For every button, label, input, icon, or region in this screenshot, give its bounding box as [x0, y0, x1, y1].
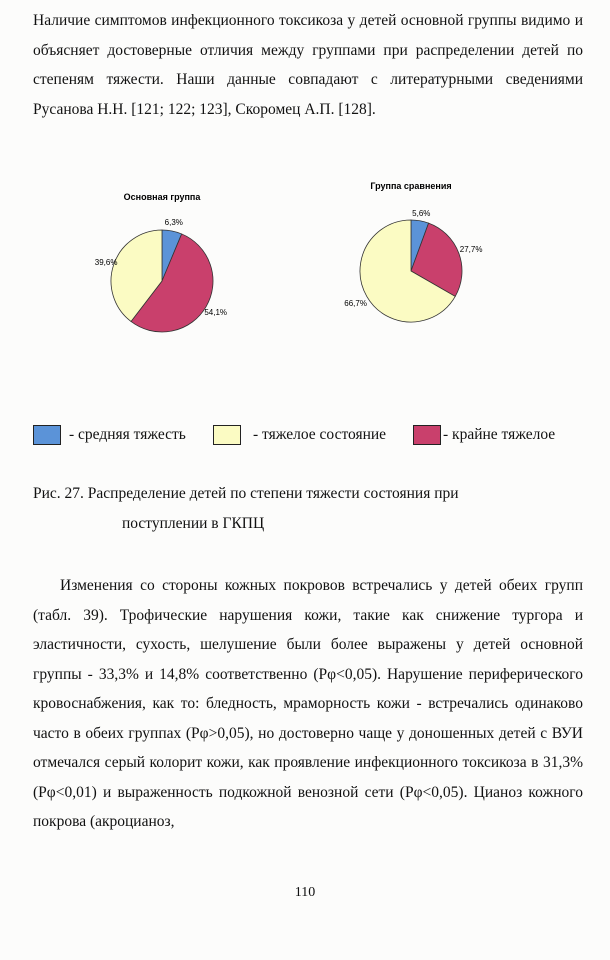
pie-label-severe: 39,6% — [94, 258, 118, 268]
pie-main-group — [95, 218, 227, 332]
chart-title-main-group: Основная группа — [123, 192, 201, 202]
legend-swatch-extremely-severe — [413, 425, 441, 445]
legend-label-extremely-severe: - крайне тяжелое — [443, 426, 556, 443]
legend-swatch-severe — [213, 425, 241, 445]
figure-caption-continued: поступлении в ГКПЦ — [122, 515, 265, 532]
pie-label-moderate: 5,6% — [412, 208, 431, 218]
pie-charts — [0, 180, 610, 350]
pie-label-extremely-severe: 27,7% — [459, 245, 483, 255]
legend-swatch-moderate — [33, 425, 61, 445]
paragraph-intro: Наличие симптомов инфекционного токсикоза у детей основной группы видимо и объясняет достоверные отличия между группами при распределении детей по степеням тяжести. Наши данные совпадают с литературными сведениями Русанова Н.Н. [121; 122; 123], Скоромец А.П. [128]. — [33, 12, 583, 118]
paragraph-skin-changes: Изменения со стороны кожных покровов встречались у детей обеих групп (табл. 39). Трофические нарушения кожи, такие как снижение тургора и эластичности, сухость, шелушение были более выражены у детей основной группы - 33,3% и 14,8% соответственно (Pφ<0,05). Нарушение периферического кровоснабжения, как то: бледность, мраморность кожи - встречались одинаково часто в обеих группах (Pφ>0,05), но достоверно чаще у доношенных детей с ВУИ отмечался серый колорит кожи, как проявление инфекционного токсикоза в 31,3% (Pφ<0,01) и выраженность подкожной венозной сети (Pφ<0,05). Цианоз кожного покрова (акроцианоз, — [33, 577, 583, 830]
legend-label-severe: - тяжелое состояние — [253, 426, 387, 443]
legend-label-moderate: - средняя тяжесть — [69, 426, 186, 443]
pie-comparison-group — [344, 209, 482, 322]
chart-title-comparison-group: Группа сравнения — [370, 181, 452, 191]
figure-caption: Рис. 27. Распределение детей по степени тяжести состояния при — [33, 485, 459, 502]
pie-label-severe: 66,7% — [344, 299, 367, 309]
page-number: 110 — [294, 885, 316, 900]
pie-label-extremely-severe: 54,1% — [204, 308, 228, 318]
pie-label-moderate: 6,3% — [164, 218, 183, 228]
legend — [33, 425, 583, 447]
